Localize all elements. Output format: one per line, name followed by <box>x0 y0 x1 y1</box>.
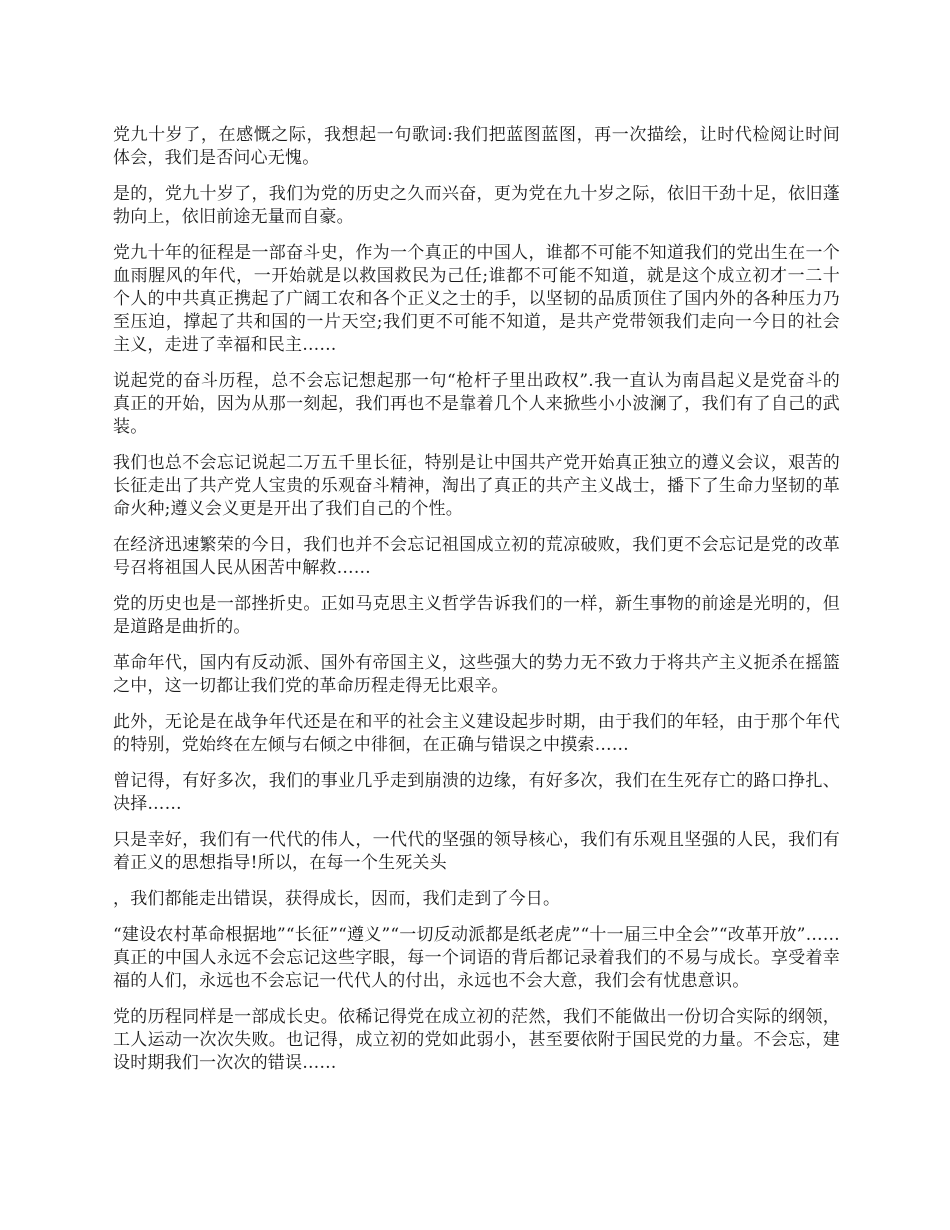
paragraph-5: 我们也总不会忘记说起二万五千里长征，特别是让中国共产党开始真正独立的遵义会议，艰苦的长征走出了共产党人宝贵的乐观奋斗精神，淘出了真正的共产主义战士，播下了生命力坚韧的革命火种;遵义会义更是开出了我们自己的个性。 <box>113 453 840 519</box>
paragraph-2: 是的，党九十岁了，我们为党的历史之久而兴奋，更为党在九十岁之际，依旧干劲十足，依旧蓬勃向上，依旧前途无量而自豪。 <box>113 184 840 227</box>
paragraph-7: 党的历史也是一部挫折史。正如马克思主义哲学告诉我们的一样，新生事物的前途是光明的，但是道路是曲折的。 <box>113 594 840 637</box>
paragraph-9: 此外，无论是在战争年代还是在和平的社会主义建设起步时期，由于我们的年轻，由于那个年代的特别，党始终在左倾与右倾之中徘徊，在正确与错误之中摸索…… <box>113 712 840 755</box>
paragraph-1: 党九十岁了，在感慨之际，我想起一句歌词:我们把蓝图蓝图，再一次描绘，让时代检阅让时间体会，我们是否问心无愧。 <box>113 125 840 168</box>
paragraph-3: 党九十年的征程是一部奋斗史，作为一个真正的中国人，谁都不可能不知道我们的党出生在一个血雨腥风的年代，一开始就是以救国救民为己任;谁都不可能不知道，就是这个成立初才一二十个人的中共真正携起了广阔工农和各个正义之士的手，以坚韧的品质顶住了国内外的各种压力乃至压迫，撑起了共和国的一片天空;我们更不可能不知道，是共产党带领我们走向一今日的社会主义，走进了幸福和民主…… <box>113 243 840 355</box>
paragraph-4: 说起党的奋斗历程，总不会忘记想起那一句“枪杆子里出政权”.我一直认为南昌起义是党奋斗的真正的开始，因为从那一刻起，我们再也不是靠着几个人来掀些小小波澜了，我们有了自己的武装。 <box>113 371 840 437</box>
paragraph-8: 革命年代，国内有反动派、国外有帝国主义，这些强大的势力无不致力于将共产主义扼杀在摇篮之中，这一切都让我们党的革命历程走得无比艰辛。 <box>113 653 840 696</box>
document-body <box>113 124 840 1088</box>
paragraph-11: 只是幸好，我们有一代代的伟人，一代代的坚强的领导核心，我们有乐观且坚强的人民，我们有着正义的思想指导!所以，在每一个生死关头 <box>113 830 840 873</box>
paragraph-10: 曾记得，有好多次，我们的事业几乎走到崩溃的边缘，有好多次，我们在生死存亡的路口挣扎、决择…… <box>113 771 840 814</box>
paragraph-14: 党的历程同样是一部成长史。依稀记得党在成立初的茫然，我们不能做出一份切合实际的纲领，工人运动一次次失败。也记得，成立初的党如此弱小，甚至要依附于国民党的力量。不会忘，建设时期我们一次次的错误…… <box>113 1007 840 1073</box>
paragraph-13: “建设农村革命根据地”“长征”“遵义”“一切反动派都是纸老虎”“十一届三中全会”“改革开放”……真正的中国人永远不会忘记这些字眼，每一个词语的背后都记录着我们的不易与成长。享受着幸福的人们，永远也不会忘记一代代人的付出，永远也不会大意，我们会有忧患意识。 <box>113 925 840 991</box>
paragraph-12: ，我们都能走出错误，获得成长，因而，我们走到了今日。 <box>113 889 561 909</box>
paragraph-6: 在经济迅速繁荣的今日，我们也并不会忘记祖国成立初的荒凉破败，我们更不会忘记是党的改革号召将祖国人民从困苦中解救…… <box>113 535 840 578</box>
